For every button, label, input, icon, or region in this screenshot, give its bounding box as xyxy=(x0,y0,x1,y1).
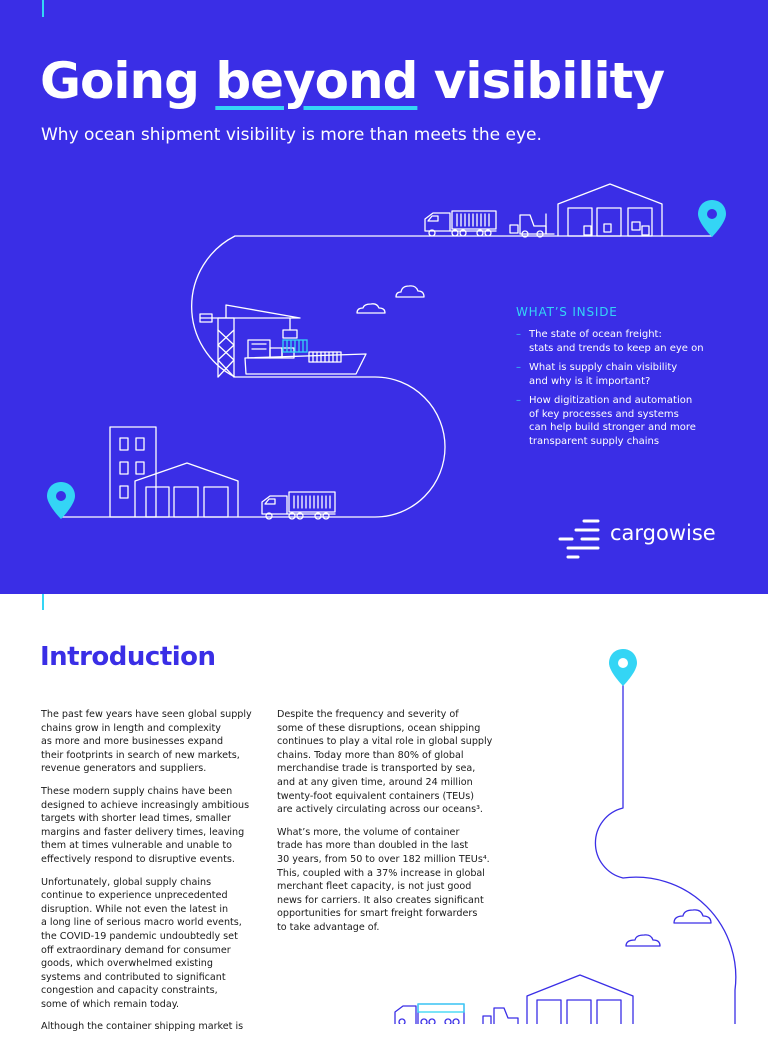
list-item: – What is supply chain visibility and why is it important? xyxy=(516,362,678,387)
list-item: – The state of ocean freight: stats and trends to keep an eye on xyxy=(516,329,704,354)
truck-icon xyxy=(395,1004,464,1024)
paragraph: These modern supply chains have been designed to achieve increasingly ambitious targets with shorter lead times, smaller margins and faster delivery times, leaving them at times vulnerable and unable to effectively respond to disruptive events. xyxy=(41,785,250,865)
hero-title-pre: Going xyxy=(40,52,216,110)
cloud-icon xyxy=(674,910,711,923)
paragraph: Despite the frequency and severity of some of these disruptions, ocean shipping continues to play a vital role in global supply chains. Today more than 80% of global merchandise trade is transported by sea, and at any given time, around 24 million twenty-foot equivalent containers (TEUs) are actively circulating across our oceans³. xyxy=(277,709,493,816)
whats-inside-heading: WHAT’S INSIDE xyxy=(516,305,618,319)
cloud-icon xyxy=(626,935,660,946)
route-line xyxy=(595,680,735,1024)
paragraph: What’s more, the volume of container trade has more than doubled in the last 30 years, from 50 to over 182 million TEUs⁴. This, coupled with a 37% increase in global merchant fleet capacity, is not just good news for carriers. It also creates significant opportunities for smart freight forwarders to take advantage of. xyxy=(277,826,490,933)
brand-name: cargowise xyxy=(610,521,716,545)
warehouse-icon xyxy=(527,975,633,1024)
forklift-icon xyxy=(483,1008,518,1024)
introduction-heading: Introduction xyxy=(40,642,216,672)
hero-title-post: visibility xyxy=(417,52,665,110)
list-item: – How digitization and automation of key processes and systems can help build stronger and more transparent supply chains xyxy=(516,395,696,447)
paragraph: Although the container shipping market is xyxy=(41,1021,244,1033)
paragraph: Unfortunately, global supply chains continue to experience unprecedented disruption. While not even the latest in a long line of serious macro world events, the COVID-19 pandemic undoubtedly set off extraordinary demand for consumer goods, which overwhelmed existing systems and contributed to significant congestion and capacity constraints, some of which remain today. xyxy=(41,876,242,1010)
paragraph: The past few years have seen global supply chains grow in length and complexity as more and more businesses expand their footprints in search of new markets, revenue generators and suppliers. xyxy=(41,709,252,775)
hero-title-emphasis: beyond xyxy=(215,52,418,110)
hero-subtitle: Why ocean shipment visibility is more than meets the eye. xyxy=(41,125,542,145)
